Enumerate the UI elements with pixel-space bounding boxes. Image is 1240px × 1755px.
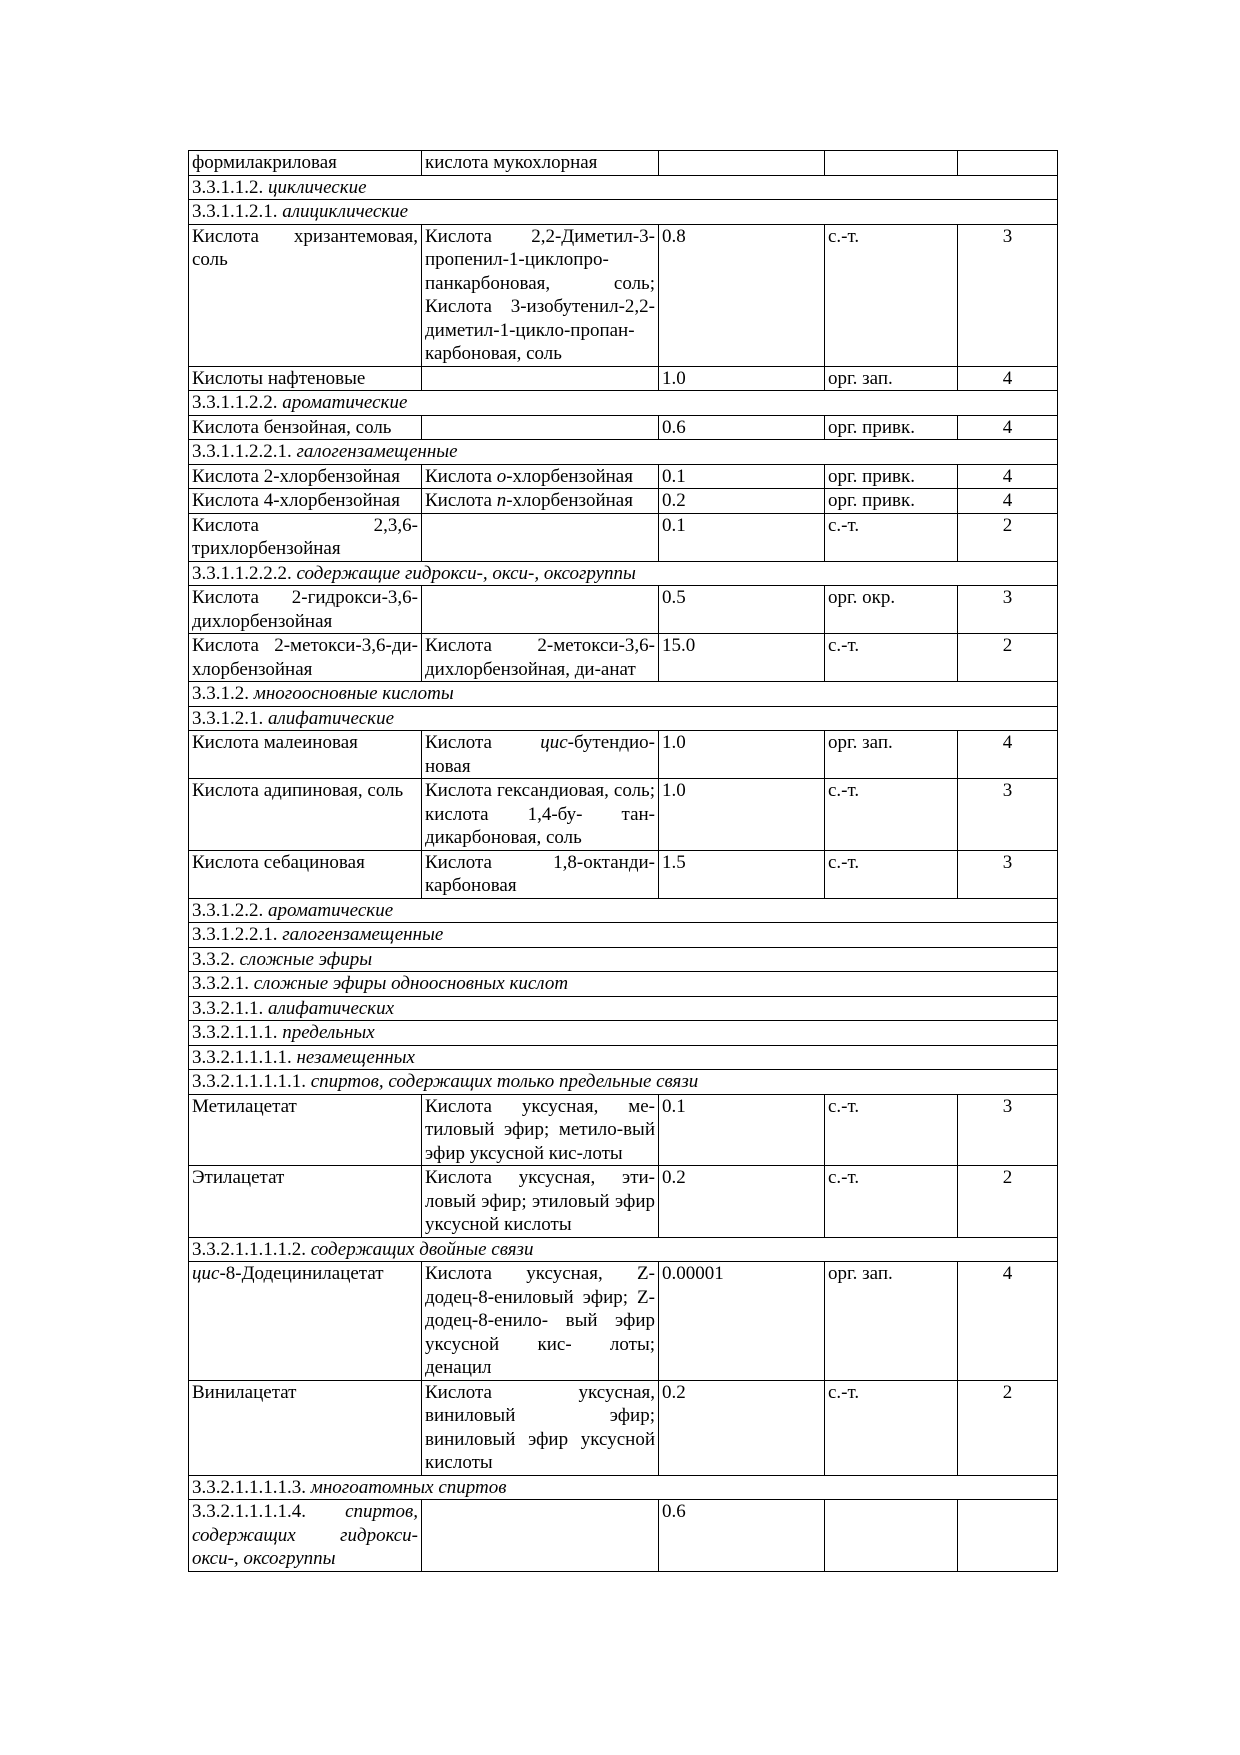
- substance-name: Кислота 2-хлорбензойная: [189, 464, 422, 489]
- section-heading-row: [189, 175, 1058, 200]
- table-row: [189, 1262, 1058, 1381]
- substance-name: Кислота 2-метокси-3,6-ди-хлорбензойная: [189, 634, 422, 682]
- synonyms: Кислота п-хлорбензойная: [422, 489, 659, 514]
- section-heading-row: [189, 682, 1058, 707]
- synonyms: Кислота гександиовая, соль; кислота 1,4-бу- тан-дикарбоновая, соль: [422, 779, 659, 851]
- class-cell: 3: [958, 224, 1058, 366]
- table-row: [189, 151, 1058, 176]
- section-heading-row: [189, 972, 1058, 997]
- limit-cell: орг. зап.: [825, 366, 958, 391]
- section-heading: 3.3.1.2.2. ароматические: [189, 898, 1058, 923]
- value-cell: 0.2: [659, 1380, 825, 1475]
- class-cell: 3: [958, 1094, 1058, 1166]
- section-heading-row: [189, 440, 1058, 465]
- table-row: [189, 1094, 1058, 1166]
- class-cell: 4: [958, 366, 1058, 391]
- synonyms: [422, 586, 659, 634]
- substance-name: Кислота бензойная, соль: [189, 415, 422, 440]
- synonyms: Кислота о-хлорбензойная: [422, 464, 659, 489]
- limit-cell: с.-т.: [825, 634, 958, 682]
- section-heading-row: [189, 1070, 1058, 1095]
- synonyms: Кислота уксусная, эти-ловый эфир; этиловый эфир уксусной кислоты: [422, 1166, 659, 1238]
- value-cell: 0.00001: [659, 1262, 825, 1381]
- table-row: [189, 731, 1058, 779]
- limit-cell: с.-т.: [825, 1166, 958, 1238]
- value-cell: [659, 151, 825, 176]
- class-cell: [958, 1500, 1058, 1572]
- table-row: [189, 415, 1058, 440]
- value-cell: 0.6: [659, 415, 825, 440]
- section-heading-row: [189, 923, 1058, 948]
- synonyms: [422, 366, 659, 391]
- class-cell: 3: [958, 779, 1058, 851]
- substance-name: Кислоты нафтеновые: [189, 366, 422, 391]
- class-cell: 4: [958, 415, 1058, 440]
- table-row: [189, 366, 1058, 391]
- value-cell: 1.0: [659, 731, 825, 779]
- table-row: [189, 586, 1058, 634]
- limit-cell: с.-т.: [825, 779, 958, 851]
- limit-cell: с.-т.: [825, 224, 958, 366]
- value-cell: 1.0: [659, 779, 825, 851]
- limit-cell: с.-т.: [825, 1380, 958, 1475]
- synonyms: Кислота 2,2-Диметил-3-пропенил-1-циклопро-панкарбоновая, соль; Кислота 3-изобутенил-2,2-диметил-1-цикло-пропан-карбоновая, соль: [422, 224, 659, 366]
- value-cell: 0.1: [659, 464, 825, 489]
- substance-name: цис-8-Додецинилацетат: [189, 1262, 422, 1381]
- synonyms: кислота мукохлорная: [422, 151, 659, 176]
- synonyms: Кислота цис-бутендио-новая: [422, 731, 659, 779]
- synonyms: Кислота уксусная, ме-тиловый эфир; метило-вый эфир уксусной кис-лоты: [422, 1094, 659, 1166]
- section-heading-row: [189, 996, 1058, 1021]
- limit-cell: орг. окр.: [825, 586, 958, 634]
- section-heading-row: [189, 200, 1058, 225]
- value-cell: 1.5: [659, 850, 825, 898]
- class-cell: 4: [958, 464, 1058, 489]
- class-cell: 2: [958, 513, 1058, 561]
- synonyms: Кислота уксусная, Z-додец-8-ениловый эфир; Z-додец-8-енило- вый эфир уксусной кис- лоты; денацил: [422, 1262, 659, 1381]
- section-heading-row: [189, 561, 1058, 586]
- substance-name: Кислота хризантемовая, соль: [189, 224, 422, 366]
- limit-cell: с.-т.: [825, 1094, 958, 1166]
- section-heading-row: [189, 947, 1058, 972]
- substance-name: Кислота себациновая: [189, 850, 422, 898]
- value-cell: 0.1: [659, 513, 825, 561]
- table-row: [189, 1380, 1058, 1475]
- class-cell: 4: [958, 1262, 1058, 1381]
- substance-name: Кислота 4-хлорбензойная: [189, 489, 422, 514]
- section-heading: 3.3.1.1.2.2.2. содержащие гидрокси-, окси-, оксогруппы: [189, 561, 1058, 586]
- section-heading: 3.3.2.1.1. алифатических: [189, 996, 1058, 1021]
- class-cell: [958, 151, 1058, 176]
- value-cell: 0.2: [659, 1166, 825, 1238]
- class-cell: 2: [958, 1380, 1058, 1475]
- section-heading: 3.3.2.1.1.1.1.3. многоатомных спиртов: [189, 1475, 1058, 1500]
- synonyms: [422, 415, 659, 440]
- table-row: [189, 1166, 1058, 1238]
- value-cell: 15.0: [659, 634, 825, 682]
- synonyms: Кислота 1,8-октанди-карбоновая: [422, 850, 659, 898]
- value-cell: 0.8: [659, 224, 825, 366]
- section-heading-row: [189, 898, 1058, 923]
- section-heading: 3.3.2. сложные эфиры: [189, 947, 1058, 972]
- limit-cell: орг. привк.: [825, 415, 958, 440]
- substance-name: Кислота малеиновая: [189, 731, 422, 779]
- substance-name: Кислота 2-гидрокси-3,6-дихлорбензойная: [189, 586, 422, 634]
- substance-name: Кислота адипиновая, соль: [189, 779, 422, 851]
- table-row: [189, 1500, 1058, 1572]
- substance-name: Кислота 2,3,6-трихлорбензойная: [189, 513, 422, 561]
- section-heading-row: [189, 391, 1058, 416]
- table-row: [189, 779, 1058, 851]
- substances-table: [188, 150, 1058, 1572]
- section-heading: 3.3.2.1.1.1.1.2. содержащих двойные связи: [189, 1237, 1058, 1262]
- limit-cell: [825, 151, 958, 176]
- document-page: [188, 150, 1057, 1572]
- class-cell: 3: [958, 586, 1058, 634]
- section-heading: 3.3.1.2.2.1. галогензамещенные: [189, 923, 1058, 948]
- value-cell: 0.2: [659, 489, 825, 514]
- substance-name: Метилацетат: [189, 1094, 422, 1166]
- table-row: [189, 850, 1058, 898]
- section-heading: 3.3.2.1. сложные эфиры одноосновных кислот: [189, 972, 1058, 997]
- section-heading: 3.3.1.1.2.2.1. галогензамещенные: [189, 440, 1058, 465]
- section-heading-row: [189, 1021, 1058, 1046]
- table-row: [189, 489, 1058, 514]
- class-cell: 2: [958, 634, 1058, 682]
- substance-name: Винилацетат: [189, 1380, 422, 1475]
- class-cell: 4: [958, 489, 1058, 514]
- section-heading: 3.3.1.1.2.2. ароматические: [189, 391, 1058, 416]
- value-cell: 1.0: [659, 366, 825, 391]
- synonyms: Кислота уксусная, виниловый эфир; виниловый эфир уксусной кислоты: [422, 1380, 659, 1475]
- limit-cell: [825, 1500, 958, 1572]
- value-cell: 0.1: [659, 1094, 825, 1166]
- value-cell: 0.6: [659, 1500, 825, 1572]
- synonyms: [422, 1500, 659, 1572]
- table-row: [189, 224, 1058, 366]
- section-heading-row: [189, 706, 1058, 731]
- limit-cell: орг. зап.: [825, 1262, 958, 1381]
- limit-cell: орг. привк.: [825, 464, 958, 489]
- section-heading-row: [189, 1475, 1058, 1500]
- section-heading: 3.3.1.2.1. алифатические: [189, 706, 1058, 731]
- section-heading: 3.3.1.2. многоосновные кислоты: [189, 682, 1058, 707]
- limit-cell: с.-т.: [825, 850, 958, 898]
- limit-cell: орг. привк.: [825, 489, 958, 514]
- limit-cell: с.-т.: [825, 513, 958, 561]
- substance-name: Этилацетат: [189, 1166, 422, 1238]
- section-heading-row: [189, 1045, 1058, 1070]
- table-row: [189, 464, 1058, 489]
- limit-cell: орг. зап.: [825, 731, 958, 779]
- section-heading: 3.3.1.1.2. циклические: [189, 175, 1058, 200]
- class-cell: 4: [958, 731, 1058, 779]
- class-cell: 3: [958, 850, 1058, 898]
- section-heading: 3.3.2.1.1.1. предельных: [189, 1021, 1058, 1046]
- section-heading: 3.3.2.1.1.1.1. незамещенных: [189, 1045, 1058, 1070]
- section-heading: 3.3.1.1.2.1. алициклические: [189, 200, 1058, 225]
- synonyms: Кислота 2-метокси-3,6-дихлорбензойная, ди-анат: [422, 634, 659, 682]
- class-cell: 2: [958, 1166, 1058, 1238]
- value-cell: 0.5: [659, 586, 825, 634]
- synonyms: [422, 513, 659, 561]
- substance-name: 3.3.2.1.1.1.1.4. спиртов, содержащих гидрокси-окси-, оксогруппы: [189, 1500, 422, 1572]
- table-row: [189, 513, 1058, 561]
- substance-name: формилакриловая: [189, 151, 422, 176]
- section-heading: 3.3.2.1.1.1.1.1. спиртов, содержащих только предельные связи: [189, 1070, 1058, 1095]
- section-heading-row: [189, 1237, 1058, 1262]
- table-row: [189, 634, 1058, 682]
